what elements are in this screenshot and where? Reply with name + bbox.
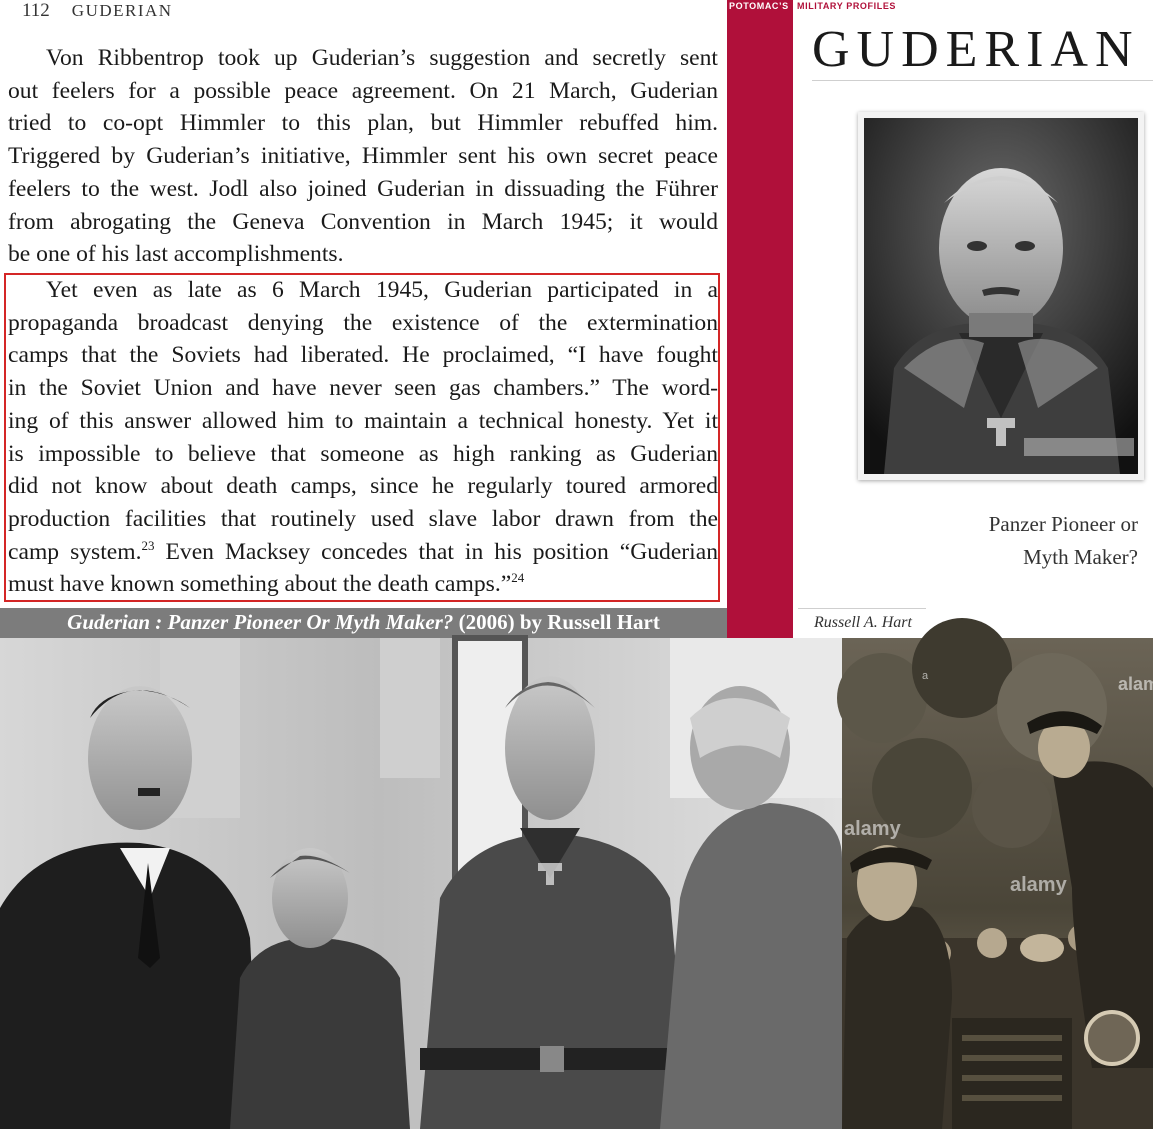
text-line: out feelers for a possible peace agreement. On 21 March, Guderian xyxy=(8,77,718,104)
text-line: in the Soviet Union and have never seen gas chambers.” The word- xyxy=(8,375,718,402)
page-number: 112 xyxy=(22,0,50,21)
portrait-photo-frame xyxy=(858,112,1144,480)
text-line xyxy=(8,536,718,569)
text-line: tried to co-opt Himmler to this plan, but Himmler rebuffed him. xyxy=(8,110,718,137)
paragraph-1 xyxy=(8,42,718,271)
text-line: be one of his last accomplishments. xyxy=(8,241,344,268)
caption-bar xyxy=(0,608,727,638)
caption-book-details: (2006) by Russell Hart xyxy=(453,610,660,634)
footnote-marker: 24 xyxy=(511,570,525,586)
divider xyxy=(798,608,926,609)
cover-author: Russell A. Hart xyxy=(814,614,912,631)
rally-photo-image xyxy=(842,638,1153,1129)
series-name: MILITARY PROFILES xyxy=(797,1,897,11)
text-line: ing of this answer allowed him to maintain a technical honesty. Yet it xyxy=(8,407,718,434)
cover-subtitle xyxy=(878,508,1138,574)
book-page-excerpt xyxy=(0,0,727,608)
text-line: camps that the Soviets had liberated. He proclaimed, “I have fought xyxy=(8,342,718,369)
text-line: is impossible to believe that someone as high ranking as Guderian xyxy=(8,440,718,467)
text-line xyxy=(8,568,718,601)
text-line: did not know about death camps, since he regularly toured armored xyxy=(8,473,718,500)
text-fragment: Even Macksey concedes that in his position “Guderian xyxy=(154,538,718,565)
subtitle-line: Panzer Pioneer or xyxy=(988,512,1138,536)
text-line: from abrogating the Geneva Convention in March 1945; it would xyxy=(8,208,718,235)
running-head xyxy=(8,0,173,24)
rally-photo xyxy=(842,638,1169,1129)
cover-title: GUDERIAN xyxy=(812,21,1140,78)
text-line: propaganda broadcast denying the existence of the extermination xyxy=(8,309,718,336)
text-fragment: camp system. xyxy=(8,538,142,565)
text-fragment: must have known something about the death camps.” xyxy=(8,571,512,598)
watermark: alamy xyxy=(844,818,901,840)
group-photo xyxy=(0,638,842,1129)
text-line: production facilities that routinely used slave labor drawn from the xyxy=(8,505,718,532)
running-head-title: GUDERIAN xyxy=(71,1,173,20)
text-line: Triggered by Guderian’s initiative, Himmler sent his own secret peace xyxy=(8,143,718,170)
watermark: alamy xyxy=(1010,874,1067,896)
paragraph-2-highlighted xyxy=(8,274,718,601)
series-label xyxy=(727,0,896,13)
watermark: a xyxy=(922,670,929,682)
text-line: feelers to the west. Jodl also joined Guderian in dissuading the Führer xyxy=(8,175,718,202)
caption-book-title: Guderian : Panzer Pioneer Or Myth Maker? xyxy=(67,610,454,634)
group-photo-image xyxy=(0,638,842,1129)
watermark: alamy xyxy=(1118,674,1169,694)
cover-red-band xyxy=(727,0,793,638)
divider xyxy=(812,80,1153,81)
publisher-label: POTOMAC’S xyxy=(729,1,789,11)
footnote-marker: 23 xyxy=(141,537,155,553)
text-line: Von Ribbentrop took up Guderian’s suggestion and secretly sent xyxy=(46,45,718,71)
portrait-photo xyxy=(864,118,1138,474)
subtitle-line: Myth Maker? xyxy=(1023,545,1138,569)
text-line: Yet even as late as 6 March 1945, Guderian participated in a xyxy=(46,277,718,303)
